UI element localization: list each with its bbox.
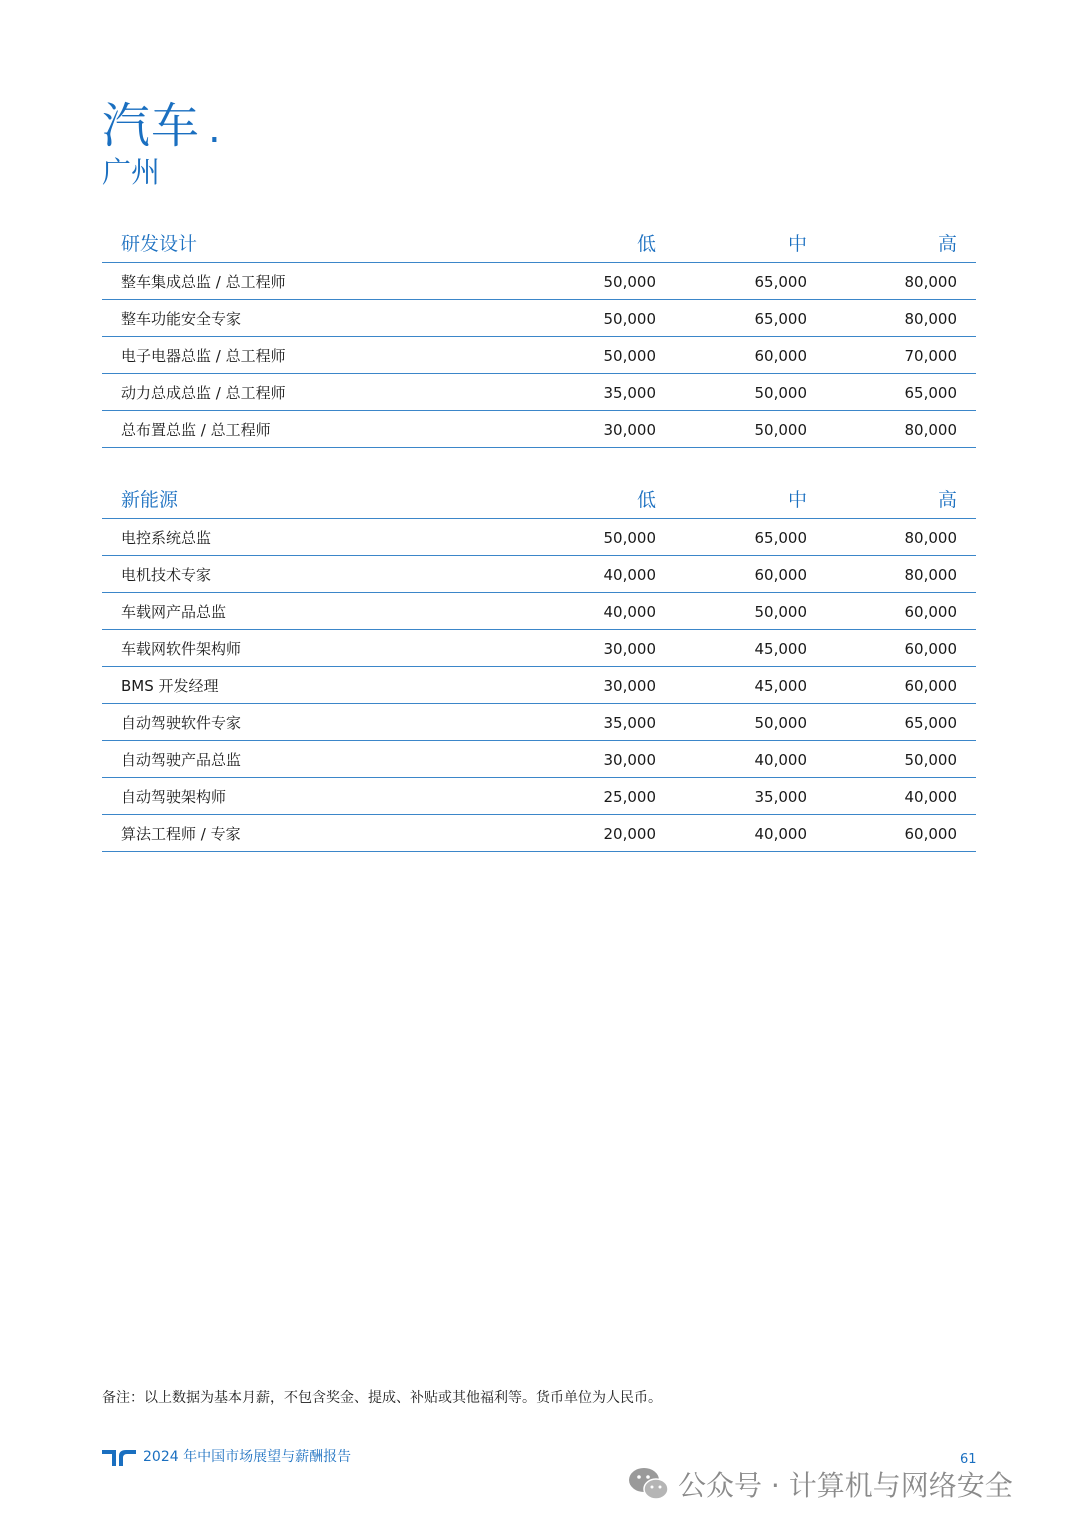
salary-low: 35,000 <box>603 384 656 402</box>
footer-report-title: 2024 年中国市场展望与薪酬报告 <box>143 1449 352 1465</box>
job-title: 自动驾驶产品总监 <box>121 751 242 769</box>
report-logo-icon <box>102 1448 136 1468</box>
table-row <box>102 263 976 300</box>
salary-mid: 65,000 <box>754 273 807 291</box>
table-row <box>102 815 976 852</box>
salary-high: 80,000 <box>904 421 957 439</box>
salary-high: 80,000 <box>904 310 957 328</box>
salary-high: 60,000 <box>904 677 957 695</box>
title-main-text: 汽车 <box>102 98 201 154</box>
watermark-text: 公众号 · 计算机与网络安全 <box>678 1469 1013 1502</box>
job-title: 自动驾驶架构师 <box>121 788 227 806</box>
salary-mid: 40,000 <box>754 751 807 769</box>
salary-mid: 60,000 <box>754 347 807 365</box>
salary-mid: 50,000 <box>754 384 807 402</box>
table-row <box>102 411 976 448</box>
salary-low: 50,000 <box>603 273 656 291</box>
job-title: 整车集成总监 / 总工程师 <box>121 273 286 291</box>
salary-low: 20,000 <box>603 825 656 843</box>
salary-high: 70,000 <box>904 347 957 365</box>
salary-mid: 65,000 <box>754 310 807 328</box>
col-mid-header: 中 <box>787 489 807 511</box>
col-low-header: 低 <box>636 233 656 255</box>
job-title: 整车功能安全专家 <box>121 310 242 328</box>
job-title: 车载网软件架构师 <box>121 640 242 658</box>
salary-mid: 50,000 <box>754 714 807 732</box>
col-high-header: 高 <box>937 233 957 255</box>
salary-mid: 40,000 <box>754 825 807 843</box>
table-row <box>102 741 976 778</box>
table-row <box>102 778 976 815</box>
salary-mid: 35,000 <box>754 788 807 806</box>
salary-low: 40,000 <box>603 566 656 584</box>
watermark <box>628 1462 1013 1506</box>
salary-low: 30,000 <box>603 751 656 769</box>
salary-table-new-energy <box>102 482 976 852</box>
salary-low: 50,000 <box>603 529 656 547</box>
page-title <box>102 96 222 159</box>
table-row <box>102 519 976 556</box>
salary-mid: 45,000 <box>754 677 807 695</box>
job-title: 电子电器总监 / 总工程师 <box>121 347 286 365</box>
salary-high: 60,000 <box>904 640 957 658</box>
section-name: 研发设计 <box>121 233 198 255</box>
salary-high: 80,000 <box>904 273 957 291</box>
salary-low: 30,000 <box>603 421 656 439</box>
col-low-header: 低 <box>636 489 656 511</box>
salary-low: 50,000 <box>603 347 656 365</box>
salary-low: 50,000 <box>603 310 656 328</box>
page-number: 61 <box>960 1452 977 1467</box>
salary-high: 80,000 <box>904 566 957 584</box>
page-subtitle: 广州 <box>102 155 161 189</box>
salary-mid: 45,000 <box>754 640 807 658</box>
table-header <box>102 226 976 263</box>
job-title: 总布置总监 / 总工程师 <box>121 421 271 439</box>
salary-high: 65,000 <box>904 714 957 732</box>
salary-high: 80,000 <box>904 529 957 547</box>
wechat-icon <box>628 1466 670 1502</box>
table-row <box>102 630 976 667</box>
col-mid-header: 中 <box>787 233 807 255</box>
salary-mid: 50,000 <box>754 603 807 621</box>
salary-high: 60,000 <box>904 825 957 843</box>
salary-low: 40,000 <box>603 603 656 621</box>
job-title: 自动驾驶软件专家 <box>121 714 242 732</box>
job-title: BMS 开发经理 <box>121 677 219 695</box>
job-title: 动力总成总监 / 总工程师 <box>121 384 286 402</box>
table-row <box>102 593 976 630</box>
salary-high: 40,000 <box>904 788 957 806</box>
salary-high: 65,000 <box>904 384 957 402</box>
salary-low: 30,000 <box>603 677 656 695</box>
job-title: 电控系统总监 <box>121 529 212 547</box>
table-header <box>102 482 976 519</box>
salary-low: 35,000 <box>603 714 656 732</box>
table-row <box>102 704 976 741</box>
table-row <box>102 667 976 704</box>
job-title: 电机技术专家 <box>121 566 212 584</box>
table-row <box>102 300 976 337</box>
salary-mid: 50,000 <box>754 421 807 439</box>
job-title: 车载网产品总监 <box>121 603 227 621</box>
title-dot: . <box>208 106 222 152</box>
footnote: 备注：以上数据为基本月薪，不包含奖金、提成、补贴或其他福利等。货币单位为人民币。 <box>102 1390 662 1406</box>
salary-low: 25,000 <box>603 788 656 806</box>
salary-high: 50,000 <box>904 751 957 769</box>
salary-low: 30,000 <box>603 640 656 658</box>
col-high-header: 高 <box>937 489 957 511</box>
table-row <box>102 374 976 411</box>
salary-table-rnd <box>102 226 976 448</box>
job-title: 算法工程师 / 专家 <box>121 825 241 843</box>
salary-mid: 65,000 <box>754 529 807 547</box>
table-row <box>102 556 976 593</box>
salary-high: 60,000 <box>904 603 957 621</box>
table-row <box>102 337 976 374</box>
section-name: 新能源 <box>121 489 179 511</box>
salary-mid: 60,000 <box>754 566 807 584</box>
